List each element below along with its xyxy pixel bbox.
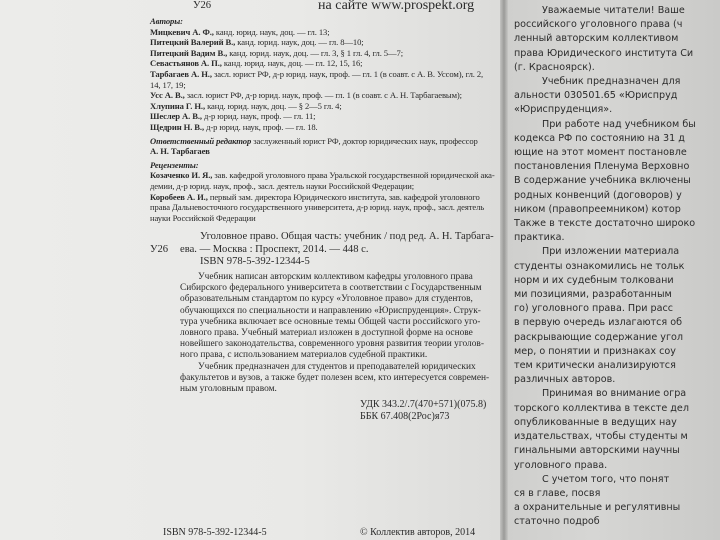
imprint-content: [150, 16, 495, 423]
text-line: альности 030501.65 «Юриспруд: [514, 90, 678, 102]
isbn-footer: ISBN 978-5-392-12344-5: [163, 527, 267, 538]
header-code: У26: [193, 0, 212, 11]
text-line: При изложении материала: [542, 246, 680, 258]
annotation-line: образовательным стандартом по курсу «Уголовное право» для студентов,: [180, 294, 473, 305]
author-info: канд. юрид. наук, доц. — § 2—5 гл. 4;: [205, 100, 342, 111]
author-entry: [150, 27, 495, 38]
reviewers-heading: Рецензенты:: [150, 159, 199, 170]
author-entry: [150, 101, 495, 112]
text-line: мер, о понятии и признаках соу: [514, 345, 676, 357]
reviewer-info: зав. кафедрой уголовного права Уральской государственной юридической ака-: [212, 170, 495, 181]
annotation-line: Учебник написан авторским коллективом кафедры уголовного права: [198, 272, 473, 283]
text-line: в первую очередь излагаются об: [514, 317, 683, 329]
reviewer-info: науки Российской Федерации: [150, 212, 256, 223]
text-line: а охранительные и регулятивны: [514, 502, 681, 514]
annotation-line: Учебник предназначен для студентов и преподавателей юридических: [198, 361, 476, 372]
author-info: д-р юрид. наук, проф. — гл. 18.: [204, 121, 318, 132]
annotation-line: Сибирского федерального университета в соответствии с Государственным: [180, 283, 482, 294]
annotation-line: обучающихся по специальности и направлению «Юриспруденция». Струк-: [180, 305, 481, 316]
text-line: уголовного права.: [514, 459, 608, 471]
text-line: ся в главе, посвя: [514, 487, 601, 499]
text-line: опубликованные в ведущих нау: [514, 416, 677, 428]
annotation-line: ного права, с использованием материалов судебной практики.: [180, 350, 428, 361]
annotation-line: ловного права. Учебный материал изложен в доступной форме на основе: [180, 328, 473, 339]
text-line: родных конвенций (договоров) у: [514, 189, 682, 201]
text-line: (г. Красноярск).: [514, 61, 595, 73]
text-line: Также в тексте достаточно широко: [514, 218, 696, 230]
annotation: [150, 272, 495, 395]
author-entry: [150, 80, 495, 91]
author-entry: [150, 69, 495, 80]
annotation-line: факультетов и вузов, а также будет полезен всем, кто интересуется современ-: [180, 372, 490, 383]
reviewer-info: права Дальневосточного государственного университета, д-р юрид. наук, проф., засл. деятель: [150, 202, 485, 213]
text-line: тем критически анализируются: [514, 360, 676, 372]
text-line: права Юридического института Си: [514, 47, 694, 59]
text-line: ми позициями, разработанным: [514, 289, 672, 301]
text-line: «Юриспруденция».: [514, 104, 613, 116]
text-line: Учебник предназначен для: [542, 76, 681, 88]
classification: [150, 399, 495, 423]
author-entry: [150, 122, 495, 133]
text-line: ником (правопреемником) котор: [514, 203, 681, 215]
editor-label: Ответственный редактор: [150, 135, 252, 146]
text-line: При работе над учебником бы: [542, 118, 696, 130]
authors-heading: Авторы:: [150, 16, 183, 26]
text-line: ленный авторским коллективом: [514, 33, 679, 45]
author-name: Питецкий Валерий В.,: [150, 37, 236, 48]
reviewer-name: Коробеев А. И.,: [150, 191, 208, 202]
biblio-block: [150, 231, 495, 269]
text-line: российского уголовного права (ч: [514, 19, 683, 31]
reviewer-info: первый зам. директора Юридического института, зав. кафедрой уголовного: [207, 191, 480, 202]
annotation-line: новейшего законодательства, современного уровня развития теории уголов-: [180, 339, 484, 350]
author-entry: [150, 111, 495, 122]
book-gutter: [500, 0, 508, 540]
text-line: статочно подроб: [514, 516, 600, 528]
text-line: гинальными авторскими научны: [514, 445, 680, 457]
text-line: ющие на этот момент постановле: [514, 147, 687, 159]
text-line: Принимая во внимание огра: [542, 388, 687, 400]
text-line: В содержание учебника включены: [514, 175, 691, 187]
website-text: на сайте www.prospekt.org: [318, 0, 475, 13]
author-name: Тарбагаев А. Н.,: [150, 68, 212, 79]
author-name: Щедрин Н. В.,: [150, 121, 205, 132]
text-line: практика.: [514, 232, 565, 244]
text-line: норм и их судебным толковани: [514, 274, 674, 286]
text-line: Уважаемые читатели! Ваше: [542, 5, 685, 16]
author-info: д-р юрид. наук, проф. — гл. 11;: [201, 111, 316, 122]
author-info: канд. юрид. наук, доц. — гл. 13;: [213, 26, 330, 37]
authors-list: [150, 27, 495, 133]
text-line: го) уголовного права. При расс: [514, 303, 674, 315]
right-page: [508, 0, 720, 540]
text-line: торского коллектива в тексте дел: [514, 402, 689, 414]
isbn: ISBN 978-5-392-12344-5: [200, 256, 310, 268]
author-info: канд. юрид. наук, доц. — гл. 3, § 1 гл. 4, гл. 5—7;: [227, 47, 403, 58]
author-entry: [150, 37, 495, 48]
biblio-line-2: ева. — Москва : Проспект, 2014. — 448 с.: [180, 243, 369, 255]
author-info: засл. юрист РФ, д-р юрид. наук, проф. — гл. 1 (в соавт. с А. Н. Тарбагаевым);: [184, 90, 462, 101]
text-line: студенты ознакомились не тольк: [514, 260, 685, 272]
text-line: различных авторов.: [514, 374, 616, 386]
annotation-line: ным уголовным правом.: [180, 384, 277, 395]
udk: УДК 343.2/.7(470+571)(075.8): [360, 399, 487, 411]
text-line: С учетом того, что понят: [542, 473, 670, 485]
editor-block: [150, 136, 495, 157]
reviewers-list: [150, 170, 495, 223]
author-info: засл. юрист РФ, д-р юрид. наук, проф. — гл. 1 (в соавт. с А. В. Уссом), гл. 2,: [211, 68, 484, 79]
text-line: раскрывающие содержание угол: [514, 331, 684, 343]
reviewer-info: демии, д-р юрид. наук, проф., засл. деятель науки Российской Федерации;: [150, 180, 414, 191]
annotation-line: тура учебника включает все основные темы Общей части российского уго-: [180, 316, 481, 327]
author-info: 14, 17, 19;: [150, 79, 186, 90]
text-line: издательствах, чтобы студенты м: [514, 431, 688, 443]
editor-info: заслуженный юрист РФ, доктор юридических наук, профессор: [251, 135, 478, 146]
author-info: канд. юрид. наук, доц. — гл. 8—10;: [235, 37, 364, 48]
author-entry: [150, 58, 495, 69]
author-entry: [150, 90, 495, 101]
bbk: ББК 67.408(2Рос)я73: [360, 411, 450, 423]
author-name: Усс А. В.,: [150, 90, 185, 101]
text-line: кодекса РФ по состоянию на 31 д: [514, 132, 685, 144]
author-name: Питецкий Вадим В.,: [150, 47, 228, 58]
catalog-code: У26: [150, 244, 169, 256]
copyright: © Коллектив авторов, 2014: [360, 527, 476, 538]
reviewer-name: Козаченко И. Я.,: [150, 170, 213, 181]
author-name: Севастьянов А. П.,: [150, 58, 222, 69]
text-line: постановления Пленума Верховно: [514, 161, 690, 173]
author-name: Шеслер А. В.,: [150, 111, 202, 122]
author-info: канд. юрид. наук, доц. — гл. 12, 15, 16;: [221, 58, 363, 69]
author-name: Хлупина Г. Н.,: [150, 100, 206, 111]
editor-name: А. Н. Тарбагаев: [150, 146, 210, 157]
author-name: Мицкевич А. Ф.,: [150, 26, 214, 37]
author-entry: [150, 48, 495, 59]
biblio-line-1: Уголовное право. Общая часть: учебник / под ред. А. Н. Тарбага-: [200, 231, 494, 243]
right-page-text: [514, 4, 696, 530]
